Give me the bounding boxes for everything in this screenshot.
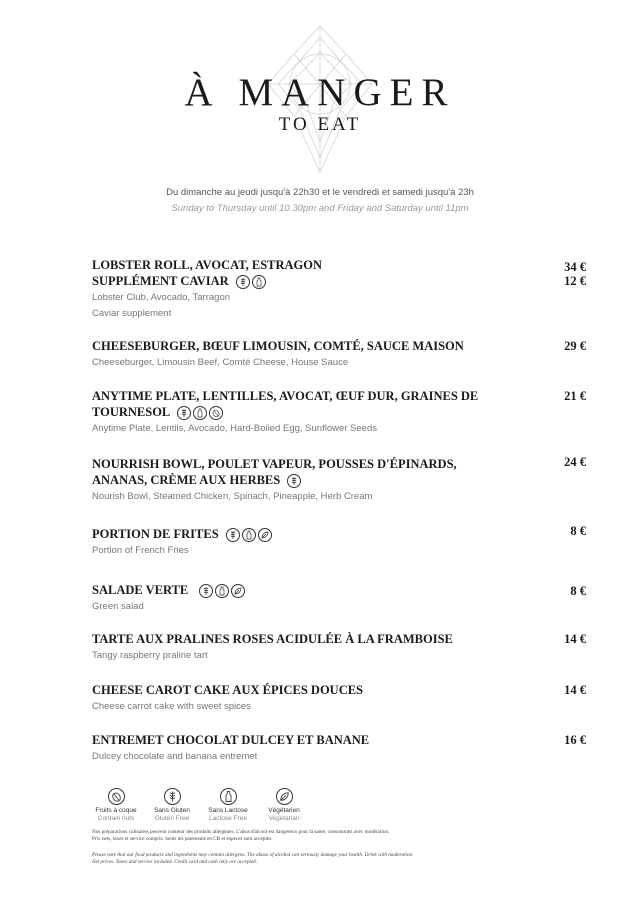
leaf-icon xyxy=(276,788,293,805)
item-name: CHEESE CAROT CAKE AUX ÉPICES DOUCES xyxy=(92,683,364,697)
item-name-line2 xyxy=(92,273,562,289)
menu-item xyxy=(92,338,562,370)
legend-label-fr: Fruits à coque xyxy=(95,807,137,814)
item-description: Lobster Club, Avocado, Tarragon xyxy=(92,292,231,304)
item-price: 21 € xyxy=(564,389,586,403)
legend-label-en: Lactose Free xyxy=(209,815,247,822)
wheat-icon xyxy=(199,584,213,598)
wheat-icon xyxy=(226,528,240,542)
menu-item xyxy=(92,732,562,764)
item-description: Nourish Bowl, Steamed Chicken, Spinach, Pineapple, Herb Cream xyxy=(92,491,373,503)
item-description: Green salad xyxy=(92,601,144,613)
menu-item xyxy=(92,631,562,663)
item-description: Dulcey chocolate and banana entremet xyxy=(92,751,258,762)
menu-item xyxy=(92,388,562,436)
item-price: 14 € xyxy=(564,683,586,697)
item-name: NOURRISH BOWL, POULET VAPEUR, POUSSES D'ÉPINARDS, xyxy=(92,457,457,471)
wheat-icon xyxy=(177,406,191,420)
item-name-line2 xyxy=(92,472,562,488)
legend-label-en: Contain nuts xyxy=(97,815,135,822)
item-name: ANYTIME PLATE, LENTILLES, AVOCAT, ŒUF DUR, GRAINES DE xyxy=(92,389,479,403)
milk-bottle-icon xyxy=(215,584,229,598)
item-name: ENTREMET CHOCOLAT DULCEY ET BANANE xyxy=(92,733,370,747)
footnote-fr-1: Nos préparations culinaires peuvent contenir des produits allergènes. L'abus d'alcool est dangereux pour la santé, consommez avec modération. xyxy=(92,829,390,835)
legend-vegetarian xyxy=(260,788,308,823)
item-name: PORTION DE FRITES xyxy=(92,527,219,541)
item-price: 16 € xyxy=(564,733,586,747)
legend-label-fr: Sans Lactose xyxy=(208,807,248,814)
wheat-icon xyxy=(287,474,301,488)
item-name-line xyxy=(92,526,562,542)
item-price: 29 € xyxy=(564,339,586,353)
item-price: 14 € xyxy=(564,632,586,646)
item-name: CHEESEBURGER, BŒUF LIMOUSIN, COMTÉ, SAUCE MAISON xyxy=(92,339,464,353)
footnote-en-2: Net prices. Taxes and service included. Credit card and cash only are accepted. xyxy=(92,859,258,865)
item-description: Anytime Plate, Lentils, Avocado, Hard-Boiled Egg, Sunflower Seeds xyxy=(92,423,377,435)
item-description: Cheese carrot cake with sweet spices xyxy=(92,701,251,712)
menu-item xyxy=(92,526,562,558)
menu-item xyxy=(92,456,562,504)
item-description-2: Caviar supplement xyxy=(92,308,172,320)
legend-label-en: Vegetarian xyxy=(268,815,300,822)
wheat-icon xyxy=(236,275,250,289)
item-name: TARTE AUX PRALINES ROSES ACIDULÉE À LA FRAMBOISE xyxy=(92,632,453,646)
legend-nuts xyxy=(92,788,140,823)
legend-gluten-free xyxy=(148,788,196,823)
page-title: À MANGER xyxy=(184,71,456,114)
footnote-fr-2: Prix nets, taxes et service compris. Seuls les paiements en CB et espèces sont acceptés. xyxy=(92,836,273,842)
legend-label-en: Gluten Free xyxy=(154,815,190,822)
leaf-icon xyxy=(258,528,272,542)
menu-item xyxy=(92,582,562,614)
legend-label-fr: Végétarien xyxy=(268,807,300,814)
opening-hours-en: Sunday to Thursday until 10.30pm and Friday and Saturday until 11pm xyxy=(171,203,469,214)
item-name-text: SUPPLÉMENT CAVIAR xyxy=(92,274,229,288)
nut-icon xyxy=(108,788,125,805)
legend-label-fr: Sans Gluten xyxy=(154,807,190,814)
item-name-line xyxy=(92,582,562,598)
item-description: Tangy raspberry praline tart xyxy=(92,650,208,661)
legend-lactose-free xyxy=(204,788,252,823)
milk-bottle-icon xyxy=(220,788,237,805)
wheat-icon xyxy=(164,788,181,805)
page-subtitle: TO EAT xyxy=(278,114,362,135)
item-name-text: ANANAS, CRÈME AUX HERBES xyxy=(92,473,281,487)
allergen-legend xyxy=(92,788,308,823)
leaf-icon xyxy=(231,584,245,598)
item-price: 24 € xyxy=(564,455,586,469)
item-name-text: TOURNESOL xyxy=(92,405,170,419)
milk-bottle-icon xyxy=(242,528,256,542)
menu-item xyxy=(92,682,562,714)
nut-icon xyxy=(209,406,223,420)
opening-hours-fr: Du dimanche au jeudi jusqu'à 22h30 et le vendredi et samedi jusqu'à 23h xyxy=(166,187,474,198)
item-name: SALADE VERTE xyxy=(92,583,189,597)
footnote-en-1: Please note that our food products and ingredients may contain allergens. The abuse of alcohol can seriously damage your health. Drink with moderation. xyxy=(92,852,414,858)
item-name-line2 xyxy=(92,404,562,420)
item-name: LOBSTER ROLL, AVOCAT, ESTRAGON xyxy=(92,258,323,272)
item-price-supplement: 12 € xyxy=(564,274,586,288)
item-description: Cheeseburger, Limousin Beef, Comté Cheese, House Sauce xyxy=(92,357,349,368)
item-price: 8 € xyxy=(570,524,586,538)
item-price: 34 € xyxy=(564,260,586,274)
item-description: Portion of French Fries xyxy=(92,545,189,557)
milk-bottle-icon xyxy=(252,275,266,289)
milk-bottle-icon xyxy=(193,406,207,420)
item-price: 8 € xyxy=(570,584,586,598)
menu-item xyxy=(92,257,562,321)
